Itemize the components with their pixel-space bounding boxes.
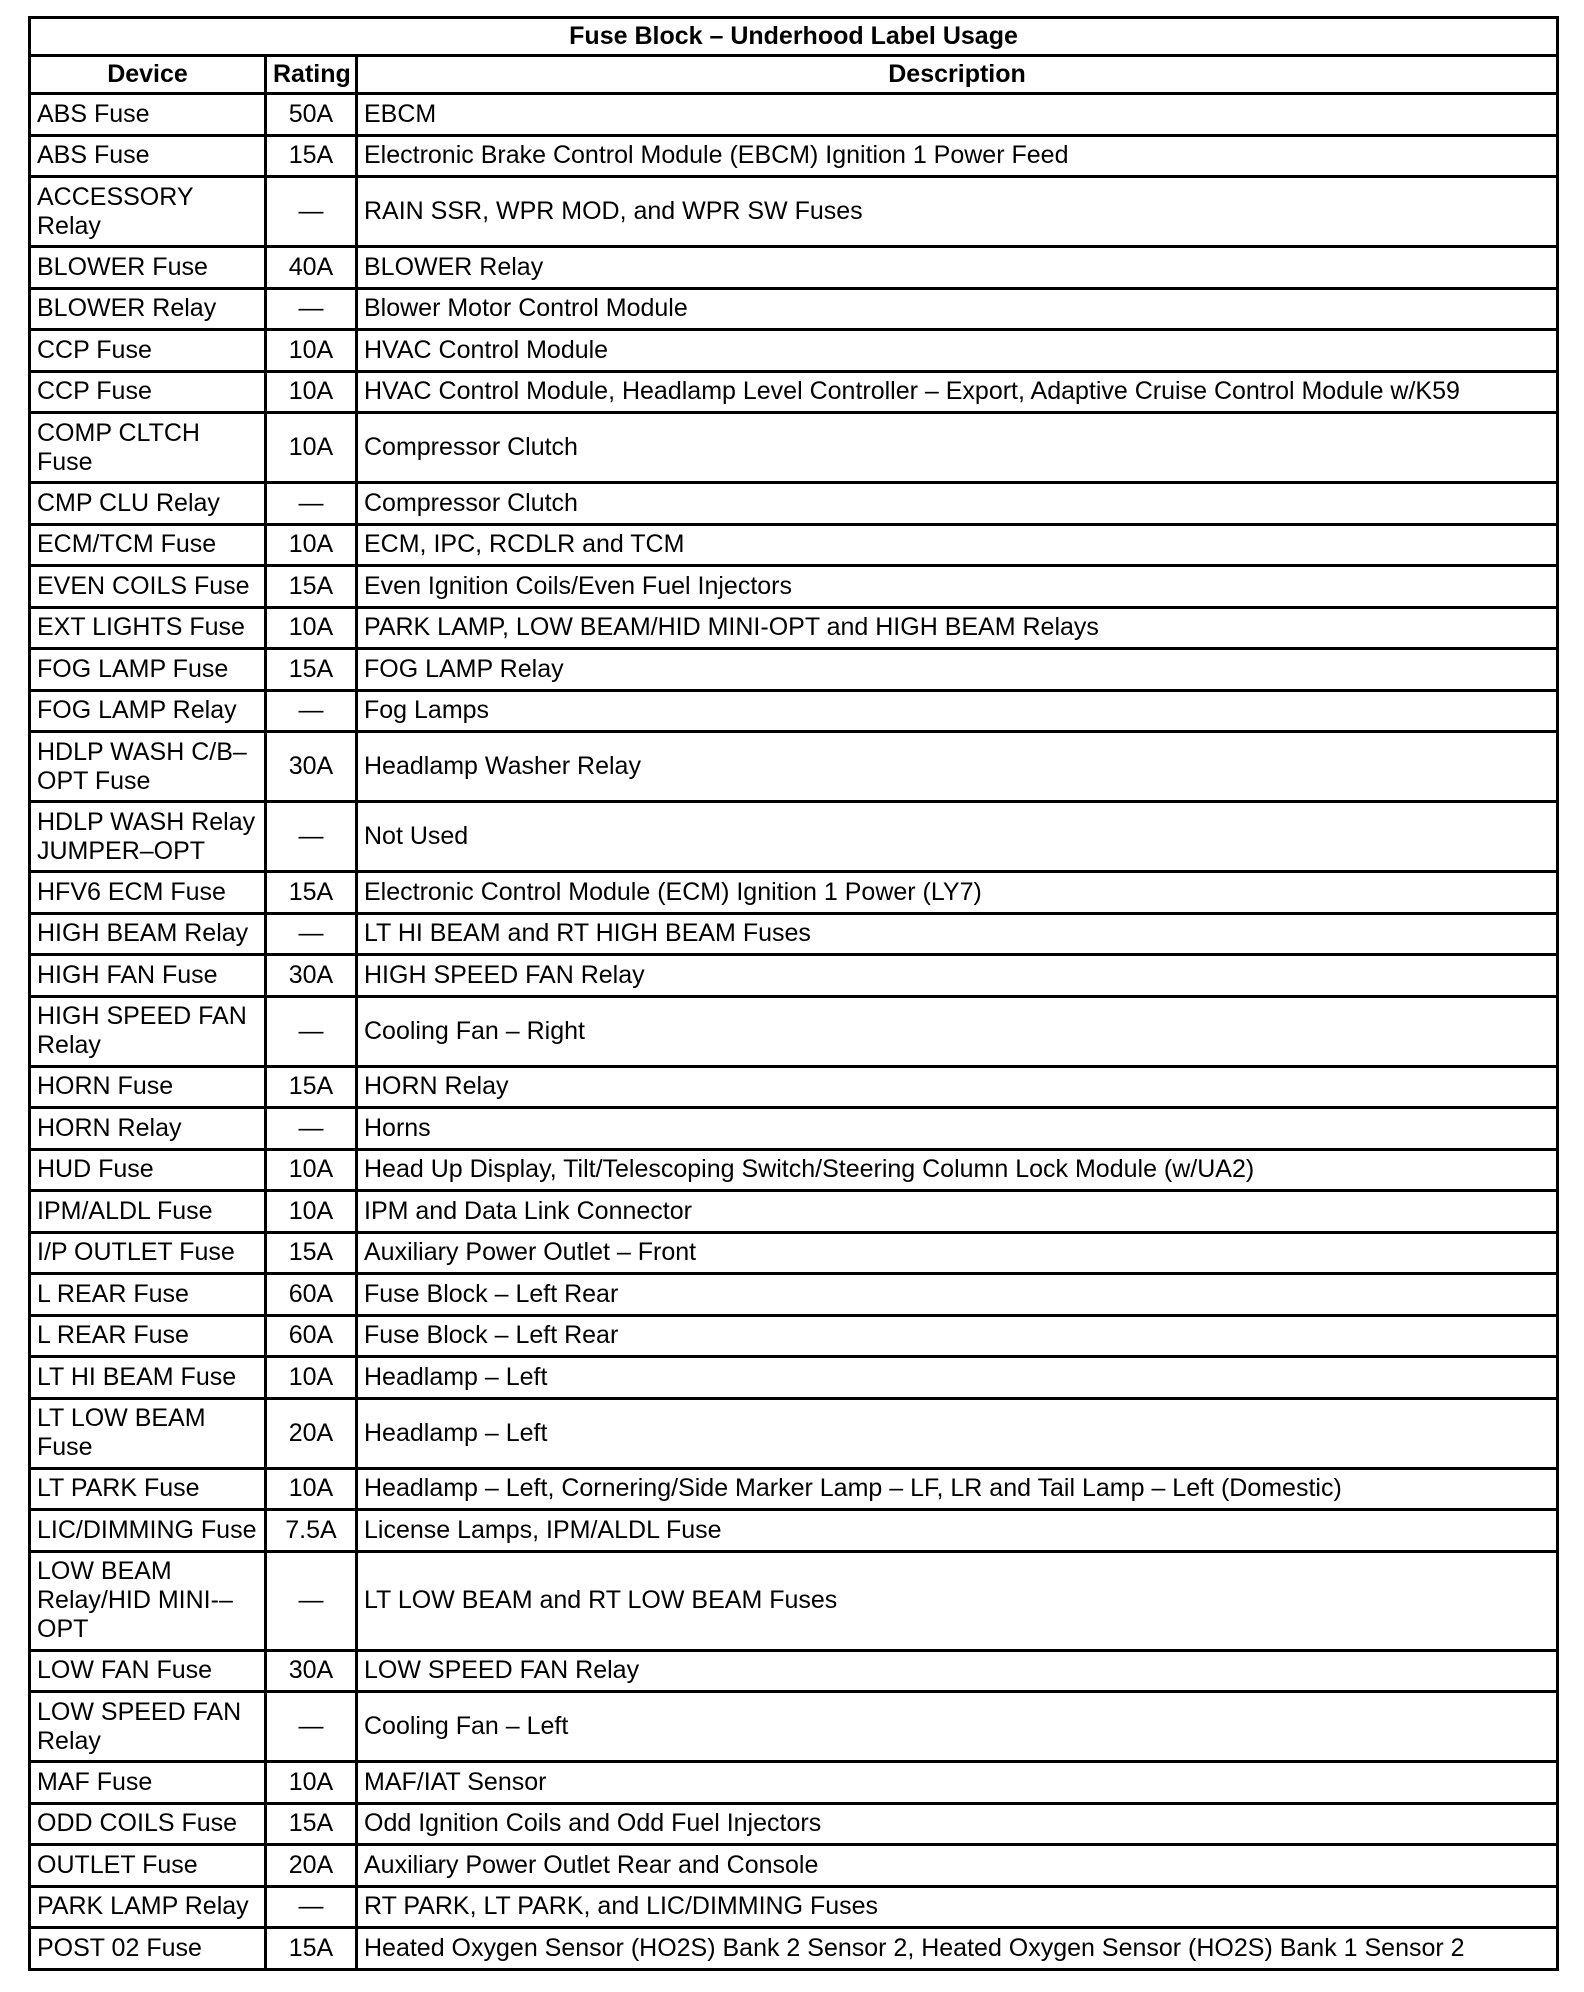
device-cell: EXT LIGHTS Fuse	[30, 607, 266, 649]
table-row	[30, 1274, 1558, 1316]
fuse-usage-table	[28, 16, 1559, 1971]
rating-cell: 30A	[266, 1650, 357, 1692]
description-cell: ECM, IPC, RCDLR and TCM	[357, 524, 1558, 566]
table-row	[30, 872, 1558, 914]
device-cell: LT PARK Fuse	[30, 1468, 266, 1510]
table-row	[30, 1357, 1558, 1399]
table-row	[30, 1650, 1558, 1692]
table-row	[30, 1551, 1558, 1650]
device-cell: HDLP WASH Relay JUMPER–OPT	[30, 802, 266, 872]
description-cell: HVAC Control Module	[357, 330, 1558, 372]
table-row	[30, 566, 1558, 608]
table-row	[30, 913, 1558, 955]
device-cell: L REAR Fuse	[30, 1274, 266, 1316]
table-row	[30, 1928, 1558, 1970]
description-cell: Electronic Control Module (ECM) Ignition 1 Power (LY7)	[357, 872, 1558, 914]
rating-cell: 10A	[266, 1468, 357, 1510]
rating-cell: —	[266, 1692, 357, 1762]
description-cell: Auxiliary Power Outlet – Front	[357, 1232, 1558, 1274]
device-cell: LT HI BEAM Fuse	[30, 1357, 266, 1399]
description-cell: LOW SPEED FAN Relay	[357, 1650, 1558, 1692]
column-header-device: Device	[30, 56, 266, 94]
rating-cell: 30A	[266, 732, 357, 802]
description-cell: RAIN SSR, WPR MOD, and WPR SW Fuses	[357, 177, 1558, 247]
description-cell: Not Used	[357, 802, 1558, 872]
table-row	[30, 413, 1558, 483]
description-cell: Headlamp Washer Relay	[357, 732, 1558, 802]
device-cell: HIGH BEAM Relay	[30, 913, 266, 955]
rating-cell: 10A	[266, 1191, 357, 1233]
table-row	[30, 802, 1558, 872]
description-cell: HVAC Control Module, Headlamp Level Controller – Export, Adaptive Cruise Control Module w/K59	[357, 371, 1558, 413]
description-cell: Blower Motor Control Module	[357, 288, 1558, 330]
device-cell: HFV6 ECM Fuse	[30, 872, 266, 914]
table-row	[30, 732, 1558, 802]
rating-cell: 30A	[266, 955, 357, 997]
device-cell: BLOWER Relay	[30, 288, 266, 330]
rating-cell: 10A	[266, 371, 357, 413]
description-cell: PARK LAMP, LOW BEAM/HID MINI-OPT and HIGH BEAM Relays	[357, 607, 1558, 649]
rating-cell: —	[266, 1551, 357, 1650]
device-cell: HDLP WASH C/B–OPT Fuse	[30, 732, 266, 802]
rating-cell: 15A	[266, 1803, 357, 1845]
device-cell: HORN Relay	[30, 1108, 266, 1150]
rating-cell: —	[266, 1108, 357, 1150]
rating-cell: 15A	[266, 566, 357, 608]
table-row	[30, 524, 1558, 566]
table-row	[30, 177, 1558, 247]
device-cell: LIC/DIMMING Fuse	[30, 1510, 266, 1552]
description-cell: HORN Relay	[357, 1066, 1558, 1108]
table-row	[30, 607, 1558, 649]
device-cell: L REAR Fuse	[30, 1315, 266, 1357]
rating-cell: 50A	[266, 94, 357, 136]
table-row	[30, 1845, 1558, 1887]
rating-cell: —	[266, 483, 357, 525]
rating-cell: 15A	[266, 872, 357, 914]
device-cell: FOG LAMP Relay	[30, 690, 266, 732]
device-cell: IPM/ALDL Fuse	[30, 1191, 266, 1233]
table-row	[30, 288, 1558, 330]
description-cell: LT HI BEAM and RT HIGH BEAM Fuses	[357, 913, 1558, 955]
table-row	[30, 483, 1558, 525]
rating-cell: 10A	[266, 1762, 357, 1804]
description-cell: FOG LAMP Relay	[357, 649, 1558, 691]
device-cell: CCP Fuse	[30, 330, 266, 372]
device-cell: OUTLET Fuse	[30, 1845, 266, 1887]
table-row	[30, 690, 1558, 732]
table-row	[30, 1108, 1558, 1150]
rating-cell: 7.5A	[266, 1510, 357, 1552]
column-header-description: Description	[357, 56, 1558, 94]
table-row	[30, 1398, 1558, 1468]
rating-cell: 15A	[266, 1066, 357, 1108]
rating-cell: 15A	[266, 135, 357, 177]
description-cell: Headlamp – Left	[357, 1357, 1558, 1399]
device-cell: CCP Fuse	[30, 371, 266, 413]
device-cell: ODD COILS Fuse	[30, 1803, 266, 1845]
table-row	[30, 371, 1558, 413]
rating-cell: 60A	[266, 1274, 357, 1316]
table-row	[30, 955, 1558, 997]
rating-cell: —	[266, 802, 357, 872]
description-cell: Head Up Display, Tilt/Telescoping Switch/Steering Column Lock Module (w/UA2)	[357, 1149, 1558, 1191]
device-cell: POST 02 Fuse	[30, 1928, 266, 1970]
table-header-row	[30, 56, 1558, 94]
rating-cell: 10A	[266, 413, 357, 483]
description-cell: BLOWER Relay	[357, 247, 1558, 289]
table-row	[30, 247, 1558, 289]
table-title: Fuse Block – Underhood Label Usage	[30, 18, 1558, 56]
rating-cell: 15A	[266, 649, 357, 691]
device-cell: LT LOW BEAM Fuse	[30, 1398, 266, 1468]
description-cell: Auxiliary Power Outlet Rear and Console	[357, 1845, 1558, 1887]
device-cell: I/P OUTLET Fuse	[30, 1232, 266, 1274]
rating-cell: 10A	[266, 607, 357, 649]
device-cell: PARK LAMP Relay	[30, 1886, 266, 1928]
table-row	[30, 1886, 1558, 1928]
table-row	[30, 1315, 1558, 1357]
device-cell: HIGH FAN Fuse	[30, 955, 266, 997]
table-row	[30, 1803, 1558, 1845]
rating-cell: —	[266, 1886, 357, 1928]
description-cell: Cooling Fan – Right	[357, 996, 1558, 1066]
table-title-row	[30, 18, 1558, 56]
table-row	[30, 94, 1558, 136]
description-cell: Compressor Clutch	[357, 413, 1558, 483]
rating-cell: —	[266, 288, 357, 330]
device-cell: EVEN COILS Fuse	[30, 566, 266, 608]
device-cell: LOW BEAM Relay/HID MINI-–OPT	[30, 1551, 266, 1650]
rating-cell: —	[266, 913, 357, 955]
description-cell: RT PARK, LT PARK, and LIC/DIMMING Fuses	[357, 1886, 1558, 1928]
rating-cell: 10A	[266, 524, 357, 566]
device-cell: COMP CLTCH Fuse	[30, 413, 266, 483]
rating-cell: 10A	[266, 1149, 357, 1191]
description-cell: Odd Ignition Coils and Odd Fuel Injectors	[357, 1803, 1558, 1845]
table-row	[30, 1149, 1558, 1191]
table-body	[30, 94, 1558, 1970]
device-cell: CMP CLU Relay	[30, 483, 266, 525]
column-header-rating: Rating	[266, 56, 357, 94]
table-row	[30, 649, 1558, 691]
rating-cell: 10A	[266, 1357, 357, 1399]
rating-cell: 60A	[266, 1315, 357, 1357]
description-cell: Fuse Block – Left Rear	[357, 1274, 1558, 1316]
description-cell: HIGH SPEED FAN Relay	[357, 955, 1558, 997]
description-cell: Fuse Block – Left Rear	[357, 1315, 1558, 1357]
table-row	[30, 1510, 1558, 1552]
table-row	[30, 1232, 1558, 1274]
description-cell: Electronic Brake Control Module (EBCM) Ignition 1 Power Feed	[357, 135, 1558, 177]
device-cell: FOG LAMP Fuse	[30, 649, 266, 691]
description-cell: EBCM	[357, 94, 1558, 136]
description-cell: Compressor Clutch	[357, 483, 1558, 525]
device-cell: MAF Fuse	[30, 1762, 266, 1804]
device-cell: HUD Fuse	[30, 1149, 266, 1191]
table-row	[30, 1066, 1558, 1108]
rating-cell: 10A	[266, 330, 357, 372]
rating-cell: —	[266, 996, 357, 1066]
description-cell: Headlamp – Left	[357, 1398, 1558, 1468]
rating-cell: 15A	[266, 1232, 357, 1274]
rating-cell: 20A	[266, 1845, 357, 1887]
rating-cell: 20A	[266, 1398, 357, 1468]
device-cell: ECM/TCM Fuse	[30, 524, 266, 566]
description-cell: LT LOW BEAM and RT LOW BEAM Fuses	[357, 1551, 1558, 1650]
device-cell: ABS Fuse	[30, 94, 266, 136]
description-cell: Even Ignition Coils/Even Fuel Injectors	[357, 566, 1558, 608]
device-cell: LOW FAN Fuse	[30, 1650, 266, 1692]
table-row	[30, 330, 1558, 372]
table-row	[30, 1191, 1558, 1233]
table-row	[30, 1468, 1558, 1510]
rating-cell: 15A	[266, 1928, 357, 1970]
description-cell: Horns	[357, 1108, 1558, 1150]
device-cell: HIGH SPEED FAN Relay	[30, 996, 266, 1066]
description-cell: IPM and Data Link Connector	[357, 1191, 1558, 1233]
description-cell: License Lamps, IPM/ALDL Fuse	[357, 1510, 1558, 1552]
table-row	[30, 1762, 1558, 1804]
table-row	[30, 996, 1558, 1066]
description-cell: Fog Lamps	[357, 690, 1558, 732]
description-cell: Heated Oxygen Sensor (HO2S) Bank 2 Sensor 2, Heated Oxygen Sensor (HO2S) Bank 1 Sensor 2	[357, 1928, 1558, 1970]
rating-cell: —	[266, 690, 357, 732]
rating-cell: 40A	[266, 247, 357, 289]
device-cell: LOW SPEED FAN Relay	[30, 1692, 266, 1762]
table-row	[30, 1692, 1558, 1762]
description-cell: Headlamp – Left, Cornering/Side Marker Lamp – LF, LR and Tail Lamp – Left (Domestic)	[357, 1468, 1558, 1510]
description-cell: Cooling Fan – Left	[357, 1692, 1558, 1762]
device-cell: BLOWER Fuse	[30, 247, 266, 289]
description-cell: MAF/IAT Sensor	[357, 1762, 1558, 1804]
device-cell: HORN Fuse	[30, 1066, 266, 1108]
device-cell: ACCESSORY Relay	[30, 177, 266, 247]
table-row	[30, 135, 1558, 177]
rating-cell: —	[266, 177, 357, 247]
device-cell: ABS Fuse	[30, 135, 266, 177]
